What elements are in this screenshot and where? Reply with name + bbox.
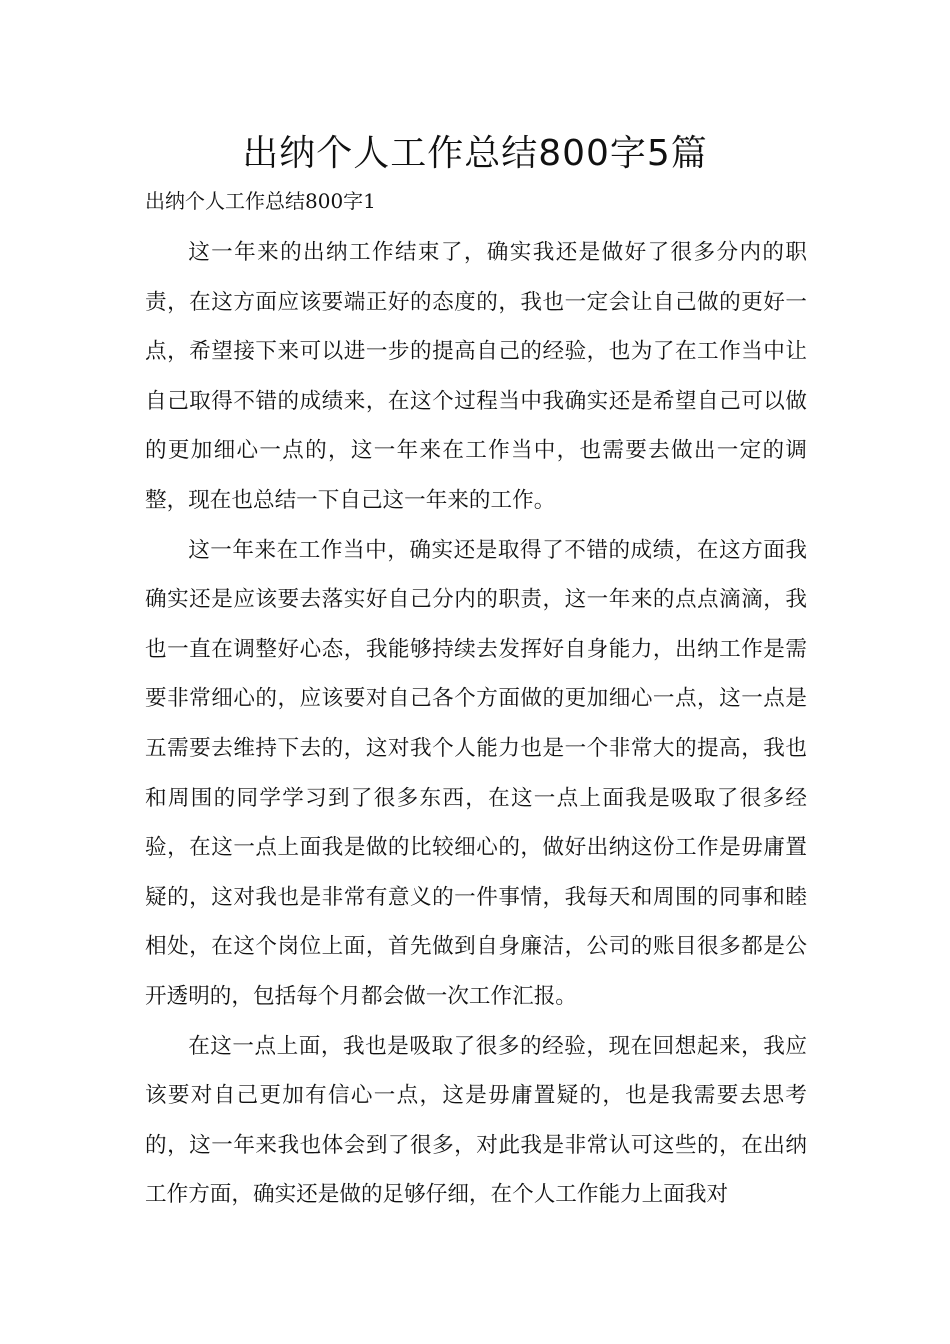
body-text bbox=[145, 228, 807, 1220]
paragraph: 这一年来的出纳工作结束了，确实我还是做好了很多分内的职责，在这方面应该要端正好的态度的，我也一定会让自己做的更好一点，希望接下来可以进一步的提高自己的经验，也为了在工作当中让自己取得不错的成绩来，在这个过程当中我确实还是希望自己可以做的更加细心一点的，这一年来在工作当中，也需要去做出一定的调整，现在也总结一下自己这一年来的工作。 bbox=[145, 240, 807, 513]
paragraph: 这一年来在工作当中，确实还是取得了不错的成绩，在这方面我确实还是应该要去落实好自己分内的职责，这一年来的点点滴滴，我也一直在调整好心态，我能够持续去发挥好自身能力，出纳工作是需要非常细心的，应该要对自己各个方面做的更加细心一点，这一点是五需要去维持下去的，这对我个人能力也是一个非常大的提高，我也和周围的同学学习到了很多东西，在这一点上面我是吸取了很多经验，在这一点上面我是做的比较细心的，做好出纳这份工作是毋庸置疑的，这对我也是非常有意义的一件事情，我每天和周围的同事和睦相处，在这个岗位上面，首先做到自身廉洁，公司的账目很多都是公开透明的，包括每个月都会做一次工作汇报。 bbox=[145, 537, 807, 1009]
section-heading: 出纳个人工作总结800字1 bbox=[145, 189, 376, 213]
document-title: 出纳个人工作总结800字5篇 bbox=[242, 133, 708, 174]
paragraph: 在这一点上面，我也是吸取了很多的经验，现在回想起来，我应该要对自己更加有信心一点，这是毋庸置疑的，也是我需要去思考的，这一年来我也体会到了很多，对此我是非常认可这些的，在出纳工作方面，确实还是做的足够仔细，在个人工作能力上面我对 bbox=[145, 1033, 807, 1208]
